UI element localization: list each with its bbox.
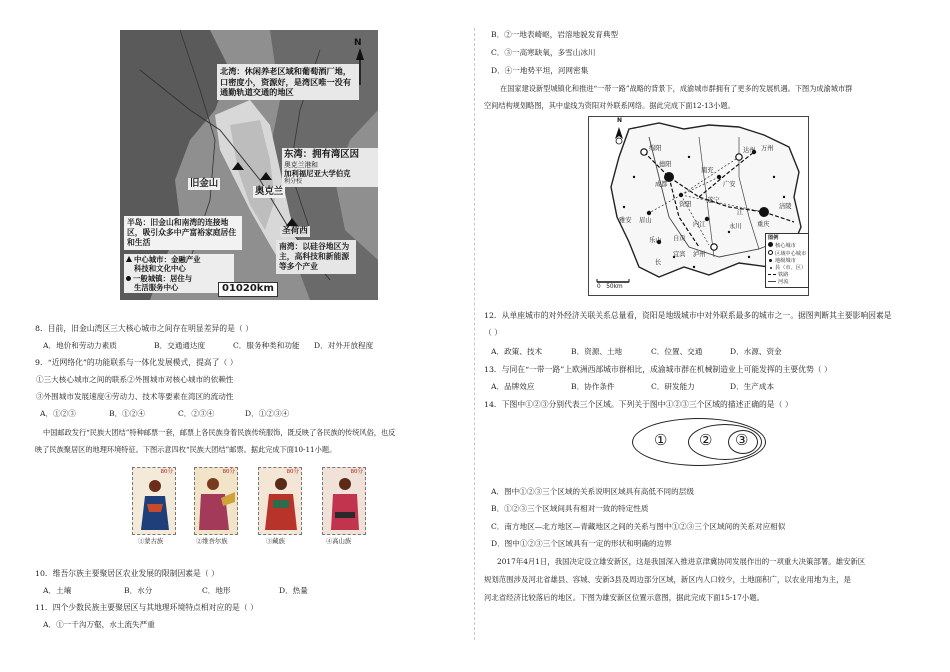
city-label: 广安 (723, 181, 736, 188)
river-icon (768, 281, 776, 282)
q14-stem: 14．下图中①②③分别代表三个区域。下列关于图中①②③三个区域的描述正确的是（ ） (484, 400, 793, 409)
q12-option-b[interactable]: B．资源、土地 (571, 347, 623, 356)
filled-circle-icon (768, 242, 773, 247)
q14-option-b[interactable]: B．①②③三个区域间具有相对一致的特定性质 (491, 504, 649, 513)
stamp-tibetan (258, 467, 302, 535)
city-label: 泸州 (693, 251, 706, 258)
city-label: 雅安 (619, 217, 632, 224)
region-label-1: ① (654, 431, 668, 449)
q8-option-a[interactable]: A．地价和劳动力素质 (43, 341, 117, 350)
q12-option-d[interactable]: D．水源、资金 (730, 347, 782, 356)
city-label: 乐山 (649, 237, 662, 244)
legend-river: 河流 (768, 279, 806, 286)
q14-option-d[interactable]: D．图中①②③三个区域具有一定的形状和明确的边界 (491, 539, 672, 548)
stamp-figure-1 (133, 468, 177, 536)
city-label: 德阳 (659, 161, 672, 168)
legend-central-city: 中心城市：金融产业 (126, 255, 232, 264)
city-label: 内江 (693, 221, 706, 228)
map2-north-label: N (617, 117, 623, 124)
q13-option-a[interactable]: A．品牌效应 (491, 382, 535, 391)
stamp-figure-4 (323, 468, 367, 536)
q8-option-c[interactable]: C．服务种类和功能 (233, 341, 300, 350)
stamp-uyghur-caption: ②维吾尔族 (196, 538, 228, 545)
chengyu-map (588, 116, 809, 296)
city-label: 成都 (655, 181, 668, 188)
city-label: 绵阳 (649, 145, 662, 152)
q9-statement-2: ③外围城市发展速度④劳动力、技术等要素在湾区的流动性 (36, 392, 234, 401)
city-label: 遂宁 (707, 197, 720, 204)
east-bay-line1: 奥克兰港和 (284, 160, 318, 169)
q11-option-a[interactable]: A．①一千沟万壑，水土流失严重 (43, 620, 155, 629)
q14-option-a[interactable]: A．图中①②③三个区域的关系说明区域具有高低不同的层级 (491, 487, 694, 496)
stamp-figure-3 (259, 468, 303, 536)
dot-icon (126, 276, 131, 281)
q11-stem: 11．四个少数民族主要聚居区与其地理环境特点相对应的是（ ） (35, 603, 258, 612)
q10-option-b[interactable]: B．水分 (124, 586, 153, 595)
city-label: 永川 (729, 223, 742, 230)
legend-central-city-2: 科技和文化中心 (134, 264, 186, 274)
east-bay-line3: 利分校 (284, 178, 303, 186)
stamp-price: 80分 (222, 469, 235, 475)
city-label: 长 (655, 259, 662, 266)
q9-option-d[interactable]: D．①②③④ (245, 409, 290, 418)
city-label: 万州 (761, 145, 774, 152)
q12-stem-paren: （ ） (484, 328, 503, 337)
q14-option-c[interactable]: C．南方地区—北方地区—青藏地区之间的关系与图中①②③三个区域间的关系对应相似 (491, 522, 786, 531)
stamp-price: 80分 (160, 469, 173, 475)
map1-scale: 01020km (218, 282, 278, 297)
column-divider (474, 28, 475, 640)
stamp-mongolian (132, 467, 176, 535)
region-label-3: ③ (735, 431, 749, 449)
intro-10-line2: 映了民族聚居区的地理环境特征。下图示意四枚“民族大团结”邮票。据此完成下面10-11小题。 (35, 445, 337, 454)
peninsula-callout: 半岛：旧金山和南湾的连接地区，吸引众多中产富裕家庭居住和生活 (124, 216, 242, 250)
stamp-tibetan-caption: ③藏族 (266, 538, 285, 545)
q11-option-b[interactable]: B．②一地表崎岖，岩溶地貌发育典型 (491, 30, 619, 39)
q13-option-b[interactable]: B．协作条件 (571, 382, 615, 391)
legend-town-2: 生活服务中心 (134, 282, 179, 292)
east-bay-callout (282, 148, 378, 187)
q13-option-c[interactable]: C．研发能力 (651, 382, 695, 391)
ring-icon (768, 250, 773, 255)
sf-label: 旧金山 (190, 178, 219, 189)
q10-stem: 10．维吾尔族主要聚居区农业发展的限制因素是（ ） (35, 569, 219, 578)
dot-icon (769, 259, 772, 262)
sanjose-label: 圣荷西 (282, 226, 308, 236)
q10-option-a[interactable]: A．土壤 (43, 586, 72, 595)
east-bay-line2: 加利福尼亚大学伯克 (284, 169, 351, 179)
intro-15-line2: 规划范围涉及河北省雄县、容城、安新3县及周边部分区域，新区内人口较少，土地面积广，以农业用地为主，是 (484, 575, 851, 584)
stamp-price: 80分 (350, 469, 363, 475)
q10-option-d[interactable]: D．热量 (279, 586, 308, 595)
stamp-price: 80分 (286, 469, 299, 475)
city-label: 涪陵 (779, 203, 792, 210)
small-dot-icon (770, 267, 772, 269)
legend-town: 一般城镇：居住与 (126, 274, 232, 283)
intro-12-line1: 在国家建设新型城镇化和推进“一带一路”战略的背景下，成渝城市群拥有了更多的发展机遇。下图为成渝城市群 (500, 84, 853, 93)
region-label-2: ② (699, 431, 713, 449)
q13-option-d[interactable]: D．生产成本 (730, 382, 775, 391)
city-label: 眉山 (639, 217, 652, 224)
legend-core-city: 核心城市 (768, 242, 806, 250)
stamp-mongolian-caption: ①蒙古族 (138, 538, 164, 545)
q12-option-c[interactable]: C．位置、交通 (651, 347, 703, 356)
north-label: N (354, 38, 362, 48)
q12-option-a[interactable]: A．政策、技术 (491, 347, 543, 356)
east-bay-title: 东湾：拥有湾区因 (284, 149, 360, 160)
q9-option-a[interactable]: A．①②③ (40, 409, 76, 418)
north-bay-callout: 北湾：休闲养老区域和葡萄酒厂地，口密度小，资源好，是湾区唯一没有通勤轨道交通的地区 (217, 64, 359, 100)
map2-scale-label: 0 50km (597, 284, 623, 290)
q9-statement-1: ①三大核心城市之间的联系②外围城市对核心城市的依赖性 (36, 375, 234, 384)
city-label: 江 (737, 209, 744, 216)
city-label: 达州 (743, 147, 756, 154)
intro-10-line1: 中国邮政发行“民族大团结”特种邮票一套，邮票上各民族身着民族传统服饰，既反映了各民族的传统风俗，也反 (43, 428, 396, 437)
south-bay-callout: 南湾：以硅谷地区为主，高科技和新能源等多个产业 (276, 240, 356, 274)
stamp-gaoshan-caption: ④高山族 (326, 538, 352, 545)
legend-title: 图例 (768, 235, 779, 241)
q13-stem: 13．与同在“一带一路”上欧洲西部城市群相比，成渝城市群在机械制造业上可能发挥的主要优势（ ） (484, 365, 832, 374)
q12-stem: 12．从单座城市的对外经济关联关系总量看，资阳是地级城市中对外联系最多的城市之一。据图判断其主要影响因素是 (484, 311, 892, 320)
nested-regions-diagram (632, 418, 768, 468)
q8-stem: 8．目前，旧金山湾区三大核心城市之间存在明显差异的是（ ） (35, 324, 253, 333)
legend-regional-city: 区域中心城市 (768, 250, 806, 258)
map2-legend (765, 233, 809, 288)
stamps-figure (128, 467, 372, 551)
stamp-figure-2 (195, 468, 239, 536)
stamp-gaoshan (322, 467, 366, 535)
q11-option-d[interactable]: D．④一地势平坦，河网密集 (491, 66, 589, 75)
q9-stem: 9．“近网络化”的功能联系与一体化发展模式，提高了（ ） (35, 358, 238, 367)
triangle-icon (126, 256, 132, 262)
legend-prefecture-city: 地级城市 (768, 258, 806, 265)
city-label: 宜宾 (673, 251, 686, 258)
city-label: 重庆 (757, 221, 770, 228)
city-label: 自贡 (673, 235, 686, 242)
city-label: 资阳 (679, 201, 692, 208)
q11-option-c[interactable]: C．③一高寒缺氧，多雪山冰川 (491, 48, 596, 57)
intro-15-line3: 河北省经济比较落后的地区。下图为雄安新区位置示意图，据此完成下面15-17小题。 (484, 593, 764, 602)
intro-15-line1: 2017年4月1日，我国决定设立雄安新区，这是我国深入推进京津冀协同发展作出的一项重大决策部署。雄安新区 (497, 557, 866, 566)
q8-option-b[interactable]: B．交通通达度 (154, 341, 206, 350)
q9-option-c[interactable]: C．②③④ (178, 409, 215, 418)
oakland-label: 奥克兰 (255, 186, 284, 197)
legend-railway: 铁路 (768, 272, 806, 279)
q10-option-c[interactable]: C．地形 (202, 586, 231, 595)
bay-area-map (120, 30, 378, 300)
q8-option-d[interactable]: D．对外开放程度 (314, 341, 374, 350)
stamp-uyghur (194, 467, 238, 535)
legend-county: 县（市、区） (768, 265, 806, 272)
intro-12-line2: 空间结构规划略图，其中虚线为资阳对外联系网络。据此完成下面12-13小题。 (484, 101, 735, 110)
railway-icon (768, 274, 776, 275)
city-label: 南充 (701, 167, 714, 174)
q9-option-b[interactable]: B．①②④ (109, 409, 145, 418)
